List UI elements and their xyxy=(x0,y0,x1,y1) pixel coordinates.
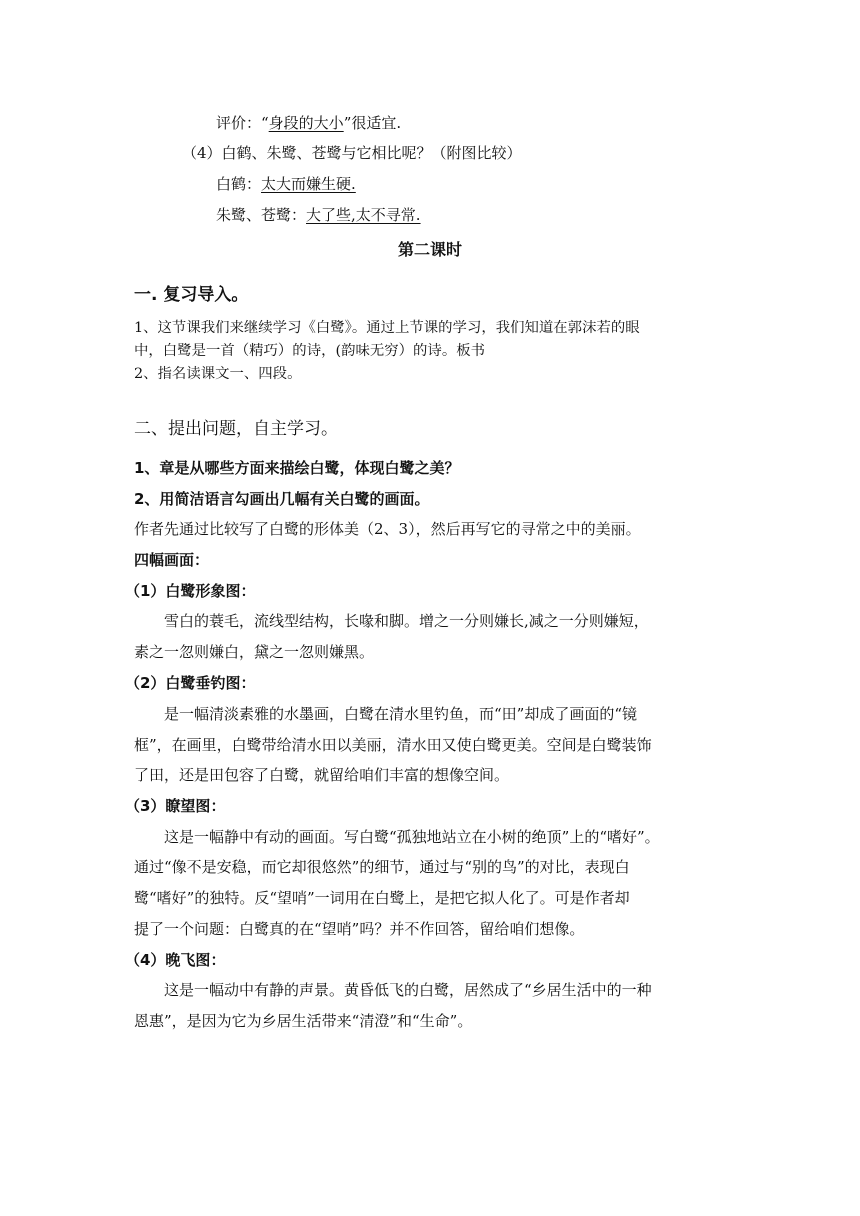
pic3-text-line4: 提了一个问题：白鹭真的在“望哨”吗？并不作回答，留给咱们想像。 xyxy=(134,920,585,938)
pic2-text-line2: 框”，在画里，白鹭带给清水田以美丽，清水田又使白鹭更美。空间是白鹭装饰 xyxy=(134,736,652,754)
section2-question-1: 1、章是从哪些方面来描绘白鹭，体现白鹭之美？ xyxy=(134,459,460,477)
lesson-title: 第二课时 xyxy=(397,240,462,259)
pic3-text-line2: 通过“像不是安稳，而它却很悠然”的细节，通过与“别的鸟”的对比，表现白 xyxy=(134,858,630,876)
review-label: 评价：“ xyxy=(216,114,269,132)
crane-label: 白鹤： xyxy=(216,175,262,193)
ibis-label: 朱鹭、苍鹭： xyxy=(216,206,307,224)
pic1-title: （1）白鹭形象图： xyxy=(125,582,256,600)
pic3-text-line3: 鹭“嗜好”的独特。反“望哨”一词用在白鹭上，是把它拟人化了。可是作者却 xyxy=(134,889,630,907)
pic4-text-line1: 这是一幅动中有静的声景。黄昏低飞的白鹭，居然成了“乡居生活中的一种 xyxy=(164,981,652,999)
pic2-text-line1: 是一幅清淡素雅的水墨画，白鹭在清水里钓鱼，而“田”却成了画面的“镜 xyxy=(164,705,638,723)
ibis-line xyxy=(216,205,421,225)
pic2-text-line3: 了田，还是田包容了白鹭，就留给咱们丰富的想像空间。 xyxy=(134,766,510,784)
pic3-title: （3）瞭望图： xyxy=(125,797,226,815)
review-line xyxy=(216,113,401,133)
pic1-text-line1: 雪白的蓑毛，流线型结构，长喙和脚。增之一分则嫌长,减之一分则嫌短， xyxy=(164,612,649,630)
review-underlined: 身段的大小 xyxy=(268,114,344,132)
pic3-text-line1: 这是一幅静中有动的画面。写白鹭“孤独地站立在小树的绝顶”上的“嗜好”。 xyxy=(164,828,660,846)
pic1-text-line2: 素之一忽则嫌白，黛之一忽则嫌黑。 xyxy=(134,643,375,661)
pic2-title: （2）白鹭垂钓图： xyxy=(125,674,256,692)
section1-item2: 2、指名读课文一、四段。 xyxy=(134,366,302,382)
pic4-text-line2: 恩惠”，是因为它为乡居生活带来“清澄”和“生命”。 xyxy=(134,1012,473,1030)
ibis-underlined: 大了些,太不寻常. xyxy=(306,206,421,224)
question-4: （4）白鹤、朱鹭、苍鹭与它相比呢？（附图比较） xyxy=(182,144,522,162)
pic4-title: （4）晚飞图： xyxy=(125,951,226,969)
review-rest: ”很适宜. xyxy=(343,114,402,132)
section2-summary: 作者先通过比较写了白鹭的形体美（2、3），然后再写它的寻常之中的美丽。 xyxy=(134,520,641,538)
section2-heading: 二、提出问题，自主学习。 xyxy=(134,419,338,439)
section1-item1-line1: 1、这节课我们来继续学习《白鹭》。通过上节课的学习，我们知道在郭沫若的眼 xyxy=(134,320,640,336)
crane-line xyxy=(216,174,356,194)
section2-question-2: 2、用简洁语言勾画出几幅有关白鹭的画面。 xyxy=(134,490,430,508)
crane-underlined: 太大而嫌生硬. xyxy=(261,175,356,193)
four-pictures-label: 四幅画面： xyxy=(134,551,210,569)
section1-heading: 一. 复习导入。 xyxy=(134,285,249,305)
section1-item1-line2: 中，白鹭是一首（精巧）的诗，(韵味无穷）的诗。板书 xyxy=(134,343,485,359)
